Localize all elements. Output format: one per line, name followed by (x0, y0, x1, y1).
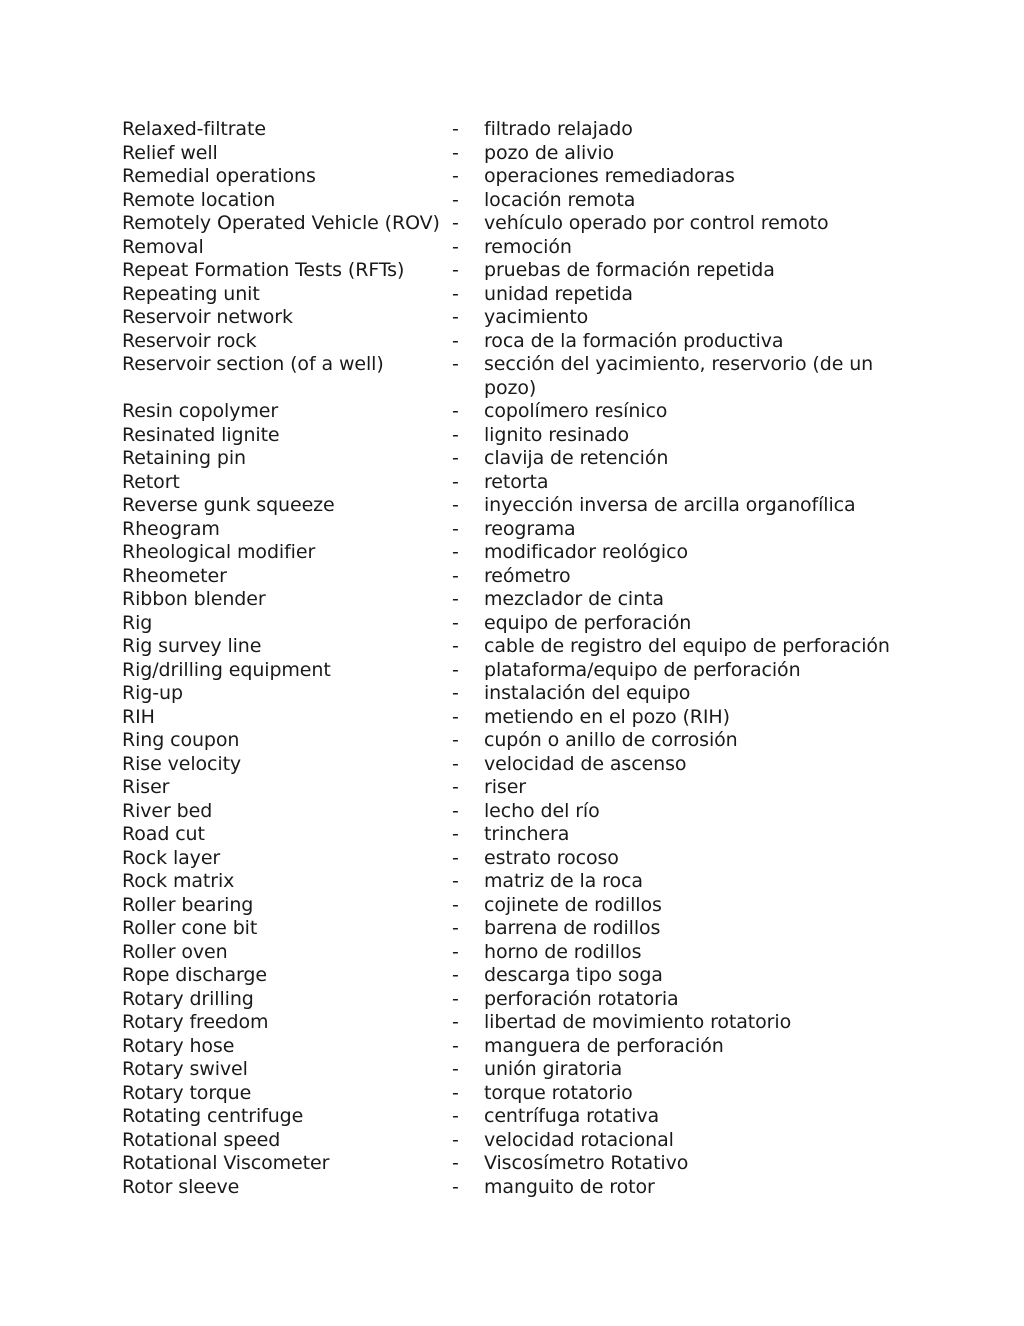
glossary-entry (122, 612, 902, 636)
glossary-term: Rise velocity (122, 752, 242, 775)
glossary-term: Rotational speed (122, 1128, 281, 1151)
glossary-translation: copolímero resínico (484, 400, 668, 422)
glossary-entry (122, 729, 902, 753)
glossary-term: Ribbon blender (122, 588, 266, 610)
glossary-term: Rheometer (122, 564, 227, 587)
separator-dash: - (452, 1175, 459, 1198)
glossary-entry (122, 189, 902, 213)
separator-dash: - (452, 470, 459, 493)
separator-dash: - (452, 564, 459, 587)
glossary-entry (122, 659, 902, 683)
separator-dash: - (452, 329, 459, 352)
glossary-term: Rotary drilling (122, 987, 254, 1010)
glossary-entry (122, 917, 902, 941)
separator-dash: - (452, 306, 459, 328)
separator-dash: - (452, 235, 459, 258)
glossary-entry (122, 964, 902, 988)
glossary-term: Rig survey line (122, 635, 262, 657)
glossary-entry (122, 894, 902, 918)
separator-dash: - (452, 1105, 459, 1127)
glossary-entry (122, 236, 902, 260)
glossary-term: Rotational Viscometer (122, 1152, 330, 1174)
glossary-term: Rotating centrifuge (122, 1105, 304, 1127)
glossary-term: Road cut (122, 823, 205, 845)
glossary-entry (122, 682, 902, 706)
separator-dash: - (452, 987, 459, 1010)
glossary-translation: operaciones remediadoras (484, 165, 735, 187)
glossary-translation: velocidad rotacional (484, 1128, 674, 1151)
glossary-translation: vehículo operado por control remoto (484, 212, 829, 234)
glossary-entry (122, 424, 902, 448)
glossary-term: Rock matrix (122, 870, 235, 892)
separator-dash: - (452, 635, 459, 657)
glossary-term: Retaining pin (122, 447, 246, 469)
separator-dash: - (452, 1128, 459, 1151)
glossary-entry (122, 706, 902, 730)
glossary-term: Roller cone bit (122, 917, 258, 939)
separator-dash: - (452, 588, 459, 610)
glossary-translation: locación remota (484, 188, 636, 211)
glossary-entry (122, 165, 902, 189)
separator-dash: - (452, 541, 459, 563)
separator-dash: - (452, 400, 459, 422)
glossary-term: Reservoir section (of a well) (122, 353, 384, 375)
separator-dash: - (452, 1058, 459, 1080)
glossary-translation: lecho del río (484, 799, 600, 822)
glossary-term: Rotary swivel (122, 1058, 248, 1080)
glossary-translation: cojinete de rodillos (484, 893, 662, 916)
glossary-entry (122, 283, 902, 307)
glossary-term: Resin copolymer (122, 400, 279, 422)
glossary-term: Reservoir network (122, 306, 293, 328)
separator-dash: - (452, 212, 459, 234)
separator-dash: - (452, 870, 459, 892)
glossary-term: Roller oven (122, 940, 228, 963)
glossary-translation: retorta (484, 470, 549, 493)
glossary-list (122, 118, 902, 1199)
glossary-translation: libertad de movimiento rotatorio (484, 1011, 792, 1033)
separator-dash: - (452, 752, 459, 775)
glossary-entry (122, 541, 902, 565)
glossary-translation: mezclador de cinta (484, 588, 664, 610)
glossary-translation: estrato rocoso (484, 846, 619, 869)
glossary-translation: cupón o anillo de corrosión (484, 729, 738, 751)
separator-dash: - (452, 893, 459, 916)
separator-dash: - (452, 188, 459, 211)
glossary-translation: modificador reológico (484, 541, 688, 563)
glossary-translation: barrena de rodillos (484, 917, 661, 939)
glossary-entry (122, 800, 902, 824)
glossary-term: River bed (122, 799, 213, 822)
separator-dash: - (452, 141, 459, 164)
glossary-term: Retort (122, 470, 180, 493)
glossary-term: Repeat Formation Tests (RFTs) (122, 259, 405, 281)
glossary-translation: perforación rotatoria (484, 987, 679, 1010)
glossary-entry (122, 753, 902, 777)
separator-dash: - (452, 658, 459, 681)
glossary-term: RIH (122, 705, 155, 728)
glossary-entry (122, 447, 902, 471)
glossary-entry (122, 635, 902, 659)
glossary-entry (122, 847, 902, 871)
separator-dash: - (452, 1034, 459, 1057)
glossary-term: Rotary freedom (122, 1011, 269, 1033)
glossary-entry (122, 870, 902, 894)
separator-dash: - (452, 517, 459, 540)
glossary-entry (122, 330, 902, 354)
glossary-translation: reómetro (484, 564, 571, 587)
glossary-entry (122, 941, 902, 965)
glossary-term: Rotary hose (122, 1034, 235, 1057)
glossary-term: Resinated lignite (122, 423, 280, 446)
glossary-entry (122, 1058, 902, 1082)
glossary-entry (122, 306, 902, 330)
glossary-term: Reservoir rock (122, 329, 257, 352)
glossary-entry (122, 400, 902, 424)
glossary-translation: pruebas de formación repetida (484, 259, 775, 281)
glossary-entry (122, 988, 902, 1012)
glossary-translation: lignito resinado (484, 423, 630, 446)
glossary-entry (122, 1129, 902, 1153)
glossary-entry (122, 471, 902, 495)
glossary-translation: unión giratoria (484, 1058, 623, 1080)
glossary-term: Rheogram (122, 517, 220, 540)
glossary-entry (122, 142, 902, 166)
glossary-term: Relief well (122, 141, 218, 164)
separator-dash: - (452, 940, 459, 963)
glossary-term: Ring coupon (122, 729, 240, 751)
separator-dash: - (452, 964, 459, 986)
separator-dash: - (452, 917, 459, 939)
glossary-translation: matriz de la roca (484, 870, 643, 892)
glossary-translation: remoción (484, 235, 572, 258)
glossary-term: Remotely Operated Vehicle (ROV) (122, 212, 440, 234)
glossary-entry (122, 353, 902, 400)
glossary-term: Roller bearing (122, 893, 254, 916)
glossary-entry (122, 1082, 902, 1106)
glossary-translation: instalación del equipo (484, 682, 691, 704)
separator-dash: - (452, 1152, 459, 1174)
glossary-translation: inyección inversa de arcilla organofílica (484, 494, 856, 516)
glossary-translation: filtrado relajado (484, 118, 633, 140)
glossary-term: Rotary torque (122, 1081, 252, 1104)
separator-dash: - (452, 823, 459, 845)
glossary-term: Removal (122, 235, 204, 258)
separator-dash: - (452, 353, 459, 375)
glossary-term: Relaxed-filtrate (122, 118, 266, 140)
glossary-entry (122, 823, 902, 847)
glossary-term: Riser (122, 776, 170, 798)
glossary-term: Remedial operations (122, 165, 316, 187)
glossary-term: Rock layer (122, 846, 221, 869)
glossary-term: Rig/drilling equipment (122, 658, 331, 681)
separator-dash: - (452, 846, 459, 869)
glossary-entry (122, 588, 902, 612)
glossary-translation: manguito de rotor (484, 1175, 655, 1198)
separator-dash: - (452, 729, 459, 751)
separator-dash: - (452, 165, 459, 187)
glossary-translation: yacimiento (484, 306, 589, 328)
glossary-term: Rotor sleeve (122, 1175, 240, 1198)
glossary-translation: descarga tipo soga (484, 964, 663, 986)
glossary-term: Rheological modifier (122, 541, 316, 563)
separator-dash: - (452, 611, 459, 634)
glossary-translation: reograma (484, 517, 576, 540)
glossary-translation: horno de rodillos (484, 940, 642, 963)
glossary-entry (122, 1105, 902, 1129)
glossary-entry (122, 1035, 902, 1059)
glossary-entry (122, 565, 902, 589)
separator-dash: - (452, 494, 459, 516)
glossary-translation: Viscosímetro Rotativo (484, 1152, 689, 1174)
separator-dash: - (452, 118, 459, 140)
glossary-translation: centrífuga rotativa (484, 1105, 660, 1127)
separator-dash: - (452, 259, 459, 281)
glossary-translation: metiendo en el pozo (RIH) (484, 705, 730, 728)
glossary-term: Repeating unit (122, 282, 260, 305)
glossary-term: Rig-up (122, 682, 183, 704)
glossary-translation: cable de registro del equipo de perforación (484, 635, 890, 657)
glossary-translation: pozo de alivio (484, 141, 615, 164)
separator-dash: - (452, 799, 459, 822)
glossary-entry (122, 494, 902, 518)
glossary-translation: velocidad de ascenso (484, 752, 687, 775)
glossary-entry (122, 1152, 902, 1176)
glossary-translation: plataforma/equipo de perforación (484, 658, 801, 681)
separator-dash: - (452, 1011, 459, 1033)
glossary-translation: torque rotatorio (484, 1081, 633, 1104)
glossary-entry (122, 1011, 902, 1035)
glossary-translation: equipo de perforación (484, 611, 692, 634)
separator-dash: - (452, 1081, 459, 1104)
glossary-entry (122, 776, 902, 800)
glossary-entry (122, 118, 902, 142)
glossary-entry (122, 1176, 902, 1200)
separator-dash: - (452, 282, 459, 305)
glossary-translation: unidad repetida (484, 282, 633, 305)
glossary-term: Rig (122, 611, 153, 634)
glossary-translation: riser (484, 776, 526, 798)
glossary-term: Rope discharge (122, 964, 267, 986)
glossary-entry (122, 212, 902, 236)
glossary-entry (122, 259, 902, 283)
glossary-entry (122, 518, 902, 542)
separator-dash: - (452, 682, 459, 704)
separator-dash: - (452, 776, 459, 798)
glossary-translation: trinchera (484, 823, 570, 845)
glossary-translation: sección del yacimiento, reservorio (de un pozo) (484, 353, 874, 399)
glossary-translation: manguera de perforación (484, 1034, 724, 1057)
glossary-term: Reverse gunk squeeze (122, 494, 335, 516)
glossary-translation: clavija de retención (484, 447, 669, 469)
separator-dash: - (452, 705, 459, 728)
glossary-translation: roca de la formación productiva (484, 329, 784, 352)
separator-dash: - (452, 447, 459, 469)
glossary-term: Remote location (122, 188, 276, 211)
separator-dash: - (452, 423, 459, 446)
